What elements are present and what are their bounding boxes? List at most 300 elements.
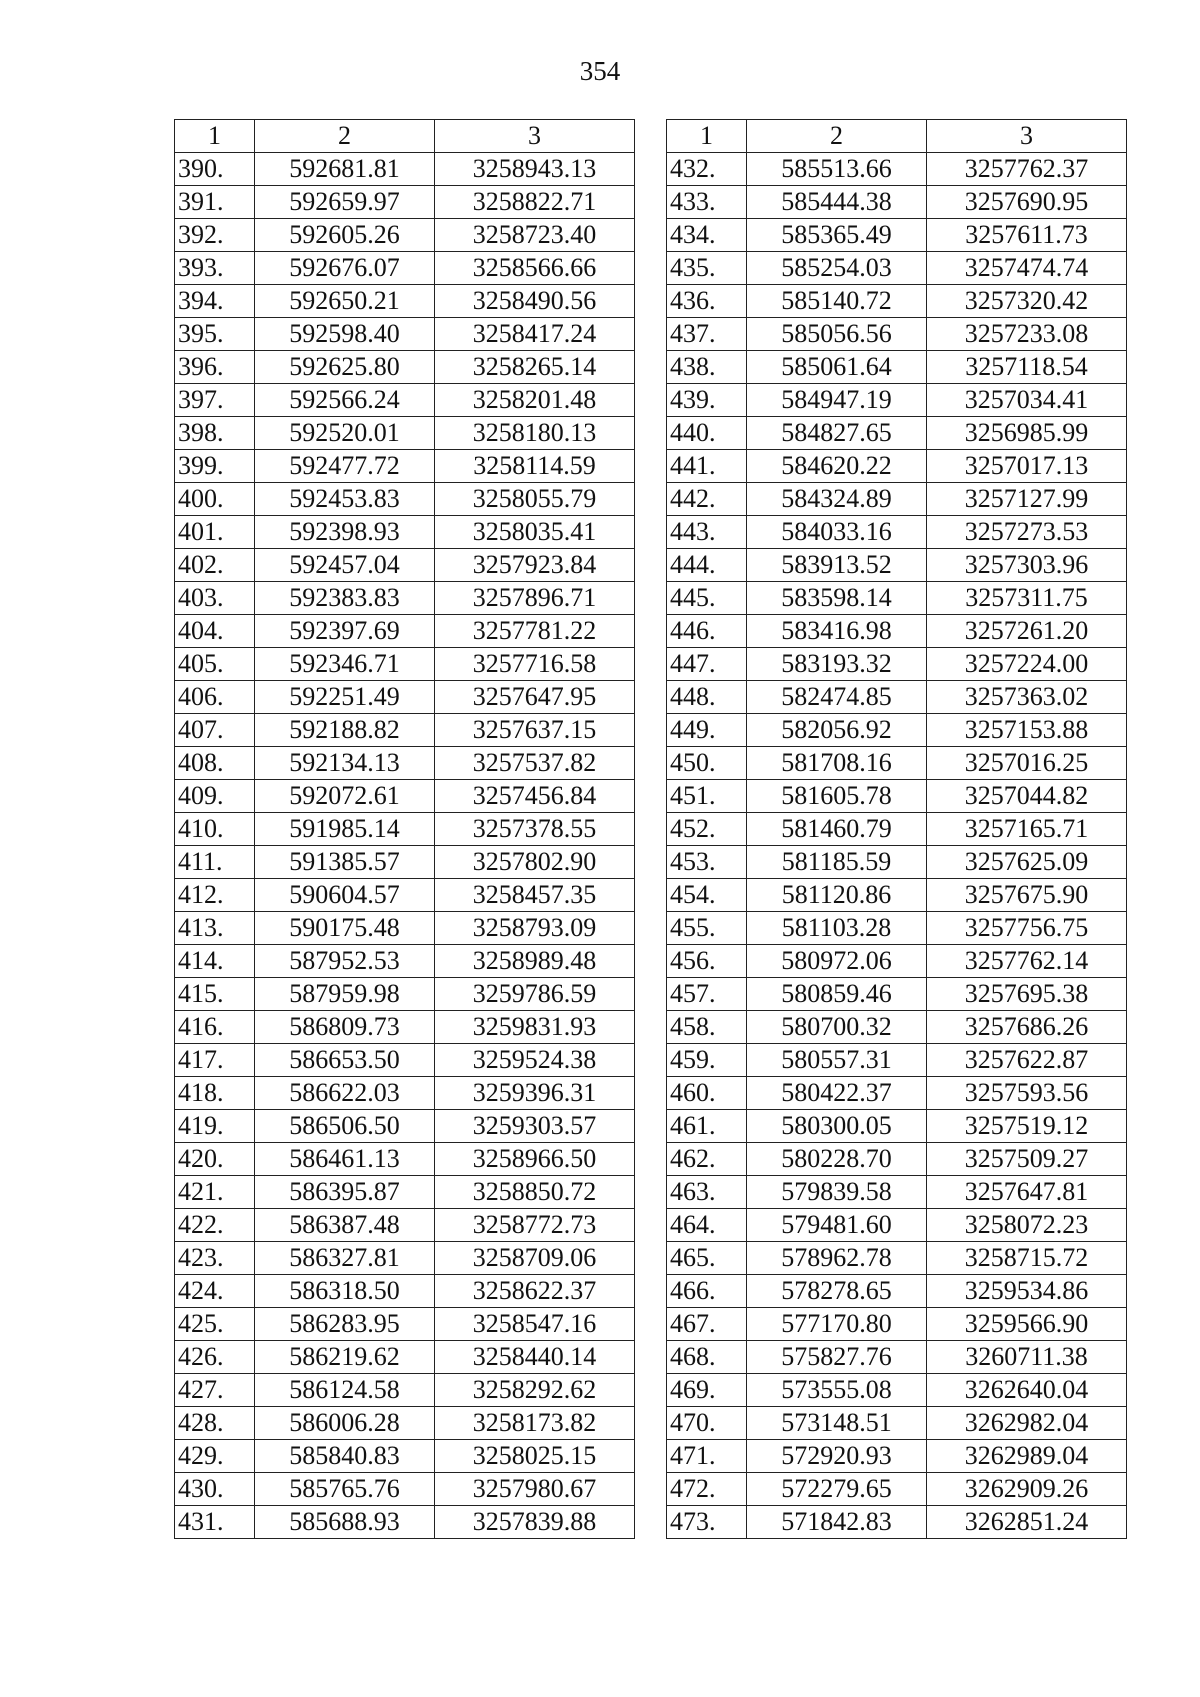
point-number: 412.	[175, 879, 255, 912]
y-coordinate: 3259396.31	[435, 1077, 635, 1110]
y-coordinate: 3257273.53	[927, 516, 1127, 549]
table-row	[175, 780, 635, 813]
y-coordinate: 3259786.59	[435, 978, 635, 1011]
y-coordinate: 3262909.26	[927, 1473, 1127, 1506]
y-coordinate: 3257016.25	[927, 747, 1127, 780]
point-number: 432.	[667, 153, 747, 186]
y-coordinate: 3257690.95	[927, 186, 1127, 219]
point-number: 392.	[175, 219, 255, 252]
y-coordinate: 3257593.56	[927, 1077, 1127, 1110]
x-coordinate: 592625.80	[255, 351, 435, 384]
x-coordinate: 582056.92	[747, 714, 927, 747]
table-row	[667, 483, 1127, 516]
x-coordinate: 580859.46	[747, 978, 927, 1011]
point-number: 408.	[175, 747, 255, 780]
y-coordinate: 3256985.99	[927, 417, 1127, 450]
x-coordinate: 578962.78	[747, 1242, 927, 1275]
y-coordinate: 3262989.04	[927, 1440, 1127, 1473]
y-coordinate: 3257165.71	[927, 813, 1127, 846]
table-row	[667, 153, 1127, 186]
y-coordinate: 3258566.66	[435, 252, 635, 285]
y-coordinate: 3262982.04	[927, 1407, 1127, 1440]
x-coordinate: 583913.52	[747, 549, 927, 582]
y-coordinate: 3258547.16	[435, 1308, 635, 1341]
point-number: 468.	[667, 1341, 747, 1374]
y-coordinate: 3257802.90	[435, 846, 635, 879]
point-number: 438.	[667, 351, 747, 384]
table-row	[175, 846, 635, 879]
table-row	[667, 417, 1127, 450]
table-row	[175, 912, 635, 945]
y-coordinate: 3257537.82	[435, 747, 635, 780]
y-coordinate: 3258966.50	[435, 1143, 635, 1176]
y-coordinate: 3258715.72	[927, 1242, 1127, 1275]
point-number: 457.	[667, 978, 747, 1011]
x-coordinate: 585444.38	[747, 186, 927, 219]
point-number: 470.	[667, 1407, 747, 1440]
x-coordinate: 592605.26	[255, 219, 435, 252]
x-coordinate: 579839.58	[747, 1176, 927, 1209]
x-coordinate: 585840.83	[255, 1440, 435, 1473]
table-row	[667, 1506, 1127, 1539]
y-coordinate: 3257622.87	[927, 1044, 1127, 1077]
x-coordinate: 580228.70	[747, 1143, 927, 1176]
y-coordinate: 3257756.75	[927, 912, 1127, 945]
table-row	[667, 516, 1127, 549]
x-coordinate: 592251.49	[255, 681, 435, 714]
table-row	[667, 879, 1127, 912]
table-row	[175, 417, 635, 450]
y-coordinate: 3257456.84	[435, 780, 635, 813]
y-coordinate: 3258114.59	[435, 450, 635, 483]
y-coordinate: 3258772.73	[435, 1209, 635, 1242]
table-row	[175, 615, 635, 648]
x-coordinate: 585365.49	[747, 219, 927, 252]
x-coordinate: 592477.72	[255, 450, 435, 483]
y-coordinate: 3258265.14	[435, 351, 635, 384]
y-coordinate: 3258440.14	[435, 1341, 635, 1374]
table-row	[667, 714, 1127, 747]
table-row	[175, 1473, 635, 1506]
point-number: 428.	[175, 1407, 255, 1440]
table-row	[175, 1044, 635, 1077]
x-coordinate: 580700.32	[747, 1011, 927, 1044]
table-row	[175, 483, 635, 516]
point-number: 401.	[175, 516, 255, 549]
y-coordinate: 3258793.09	[435, 912, 635, 945]
x-coordinate: 592676.07	[255, 252, 435, 285]
x-coordinate: 592134.13	[255, 747, 435, 780]
x-coordinate: 585140.72	[747, 285, 927, 318]
point-number: 461.	[667, 1110, 747, 1143]
y-coordinate: 3257896.71	[435, 582, 635, 615]
point-number: 473.	[667, 1506, 747, 1539]
column-header: 1	[175, 120, 255, 153]
table-row	[175, 648, 635, 681]
x-coordinate: 585513.66	[747, 153, 927, 186]
x-coordinate: 587959.98	[255, 978, 435, 1011]
point-number: 427.	[175, 1374, 255, 1407]
point-number: 410.	[175, 813, 255, 846]
x-coordinate: 586124.58	[255, 1374, 435, 1407]
x-coordinate: 592457.04	[255, 549, 435, 582]
point-number: 411.	[175, 846, 255, 879]
point-number: 406.	[175, 681, 255, 714]
x-coordinate: 590175.48	[255, 912, 435, 945]
table-row	[175, 813, 635, 846]
table-row	[667, 1011, 1127, 1044]
x-coordinate: 583598.14	[747, 582, 927, 615]
y-coordinate: 3259303.57	[435, 1110, 635, 1143]
point-number: 414.	[175, 945, 255, 978]
y-coordinate: 3257303.96	[927, 549, 1127, 582]
x-coordinate: 583193.32	[747, 648, 927, 681]
x-coordinate: 581708.16	[747, 747, 927, 780]
column-header: 2	[255, 120, 435, 153]
y-coordinate: 3257261.20	[927, 615, 1127, 648]
point-number: 467.	[667, 1308, 747, 1341]
y-coordinate: 3257224.00	[927, 648, 1127, 681]
point-number: 465.	[667, 1242, 747, 1275]
table-row	[667, 978, 1127, 1011]
x-coordinate: 592681.81	[255, 153, 435, 186]
table-row	[175, 1242, 635, 1275]
x-coordinate: 586622.03	[255, 1077, 435, 1110]
y-coordinate: 3257044.82	[927, 780, 1127, 813]
point-number: 447.	[667, 648, 747, 681]
x-coordinate: 586219.62	[255, 1341, 435, 1374]
table-row	[667, 318, 1127, 351]
y-coordinate: 3257647.95	[435, 681, 635, 714]
x-coordinate: 592398.93	[255, 516, 435, 549]
table-row	[175, 714, 635, 747]
x-coordinate: 585056.56	[747, 318, 927, 351]
point-number: 424.	[175, 1275, 255, 1308]
point-number: 439.	[667, 384, 747, 417]
point-number: 390.	[175, 153, 255, 186]
x-coordinate: 586387.48	[255, 1209, 435, 1242]
table-header-row	[667, 120, 1127, 153]
point-number: 459.	[667, 1044, 747, 1077]
table-row	[667, 219, 1127, 252]
point-number: 463.	[667, 1176, 747, 1209]
y-coordinate: 3258822.71	[435, 186, 635, 219]
y-coordinate: 3258989.48	[435, 945, 635, 978]
x-coordinate: 586809.73	[255, 1011, 435, 1044]
x-coordinate: 586461.13	[255, 1143, 435, 1176]
table-row	[667, 1077, 1127, 1110]
table-row	[667, 450, 1127, 483]
x-coordinate: 581460.79	[747, 813, 927, 846]
table-row	[175, 219, 635, 252]
x-coordinate: 592650.21	[255, 285, 435, 318]
x-coordinate: 592188.82	[255, 714, 435, 747]
table-row	[175, 879, 635, 912]
y-coordinate: 3259534.86	[927, 1275, 1127, 1308]
table-row	[667, 582, 1127, 615]
table-row	[667, 1110, 1127, 1143]
x-coordinate: 585254.03	[747, 252, 927, 285]
table-row	[667, 1209, 1127, 1242]
point-number: 452.	[667, 813, 747, 846]
table-row	[175, 351, 635, 384]
y-coordinate: 3257127.99	[927, 483, 1127, 516]
table-row	[175, 186, 635, 219]
x-coordinate: 581120.86	[747, 879, 927, 912]
point-number: 409.	[175, 780, 255, 813]
coordinates-table-right	[666, 119, 1127, 1539]
y-coordinate: 3258490.56	[435, 285, 635, 318]
table-row	[667, 747, 1127, 780]
x-coordinate: 582474.85	[747, 681, 927, 714]
point-number: 396.	[175, 351, 255, 384]
x-coordinate: 584947.19	[747, 384, 927, 417]
y-coordinate: 3258622.37	[435, 1275, 635, 1308]
point-number: 405.	[175, 648, 255, 681]
table-row	[175, 1308, 635, 1341]
table-row	[175, 1440, 635, 1473]
table-row	[667, 186, 1127, 219]
point-number: 450.	[667, 747, 747, 780]
table-row	[667, 1440, 1127, 1473]
table-row	[667, 1242, 1127, 1275]
y-coordinate: 3257363.02	[927, 681, 1127, 714]
point-number: 397.	[175, 384, 255, 417]
y-coordinate: 3259831.93	[435, 1011, 635, 1044]
point-number: 417.	[175, 1044, 255, 1077]
table-row	[667, 648, 1127, 681]
x-coordinate: 585765.76	[255, 1473, 435, 1506]
x-coordinate: 586395.87	[255, 1176, 435, 1209]
y-coordinate: 3258035.41	[435, 516, 635, 549]
point-number: 460.	[667, 1077, 747, 1110]
point-number: 436.	[667, 285, 747, 318]
y-coordinate: 3257509.27	[927, 1143, 1127, 1176]
point-number: 420.	[175, 1143, 255, 1176]
x-coordinate: 590604.57	[255, 879, 435, 912]
point-number: 404.	[175, 615, 255, 648]
x-coordinate: 579481.60	[747, 1209, 927, 1242]
table-row	[667, 252, 1127, 285]
point-number: 395.	[175, 318, 255, 351]
x-coordinate: 592659.97	[255, 186, 435, 219]
table-row	[175, 1275, 635, 1308]
table-row	[175, 549, 635, 582]
point-number: 425.	[175, 1308, 255, 1341]
x-coordinate: 572279.65	[747, 1473, 927, 1506]
y-coordinate: 3257923.84	[435, 549, 635, 582]
column-header: 3	[435, 120, 635, 153]
point-number: 398.	[175, 417, 255, 450]
x-coordinate: 592383.83	[255, 582, 435, 615]
y-coordinate: 3257716.58	[435, 648, 635, 681]
point-number: 407.	[175, 714, 255, 747]
page-number: 354	[579, 56, 621, 86]
column-header: 1	[667, 120, 747, 153]
table-row	[175, 1143, 635, 1176]
y-coordinate: 3257762.14	[927, 945, 1127, 978]
point-number: 399.	[175, 450, 255, 483]
x-coordinate: 584620.22	[747, 450, 927, 483]
x-coordinate: 583416.98	[747, 615, 927, 648]
table-row	[667, 549, 1127, 582]
point-number: 445.	[667, 582, 747, 615]
point-number: 429.	[175, 1440, 255, 1473]
table-row	[667, 1473, 1127, 1506]
x-coordinate: 581185.59	[747, 846, 927, 879]
point-number: 454.	[667, 879, 747, 912]
y-coordinate: 3257611.73	[927, 219, 1127, 252]
y-coordinate: 3257474.74	[927, 252, 1127, 285]
table-row	[667, 384, 1127, 417]
point-number: 400.	[175, 483, 255, 516]
point-number: 431.	[175, 1506, 255, 1539]
x-coordinate: 580972.06	[747, 945, 927, 978]
x-coordinate: 592453.83	[255, 483, 435, 516]
point-number: 472.	[667, 1473, 747, 1506]
x-coordinate: 592072.61	[255, 780, 435, 813]
y-coordinate: 3258201.48	[435, 384, 635, 417]
x-coordinate: 586327.81	[255, 1242, 435, 1275]
table-row	[175, 1011, 635, 1044]
x-coordinate: 592520.01	[255, 417, 435, 450]
point-number: 419.	[175, 1110, 255, 1143]
y-coordinate: 3258025.15	[435, 1440, 635, 1473]
y-coordinate: 3257017.13	[927, 450, 1127, 483]
table-row	[667, 681, 1127, 714]
y-coordinate: 3258173.82	[435, 1407, 635, 1440]
point-number: 451.	[667, 780, 747, 813]
point-number: 453.	[667, 846, 747, 879]
point-number: 449.	[667, 714, 747, 747]
y-coordinate: 3258072.23	[927, 1209, 1127, 1242]
y-coordinate: 3262640.04	[927, 1374, 1127, 1407]
table-row	[667, 285, 1127, 318]
x-coordinate: 592598.40	[255, 318, 435, 351]
point-number: 434.	[667, 219, 747, 252]
table-row	[667, 813, 1127, 846]
y-coordinate: 3257839.88	[435, 1506, 635, 1539]
point-number: 393.	[175, 252, 255, 285]
point-number: 418.	[175, 1077, 255, 1110]
point-number: 471.	[667, 1440, 747, 1473]
y-coordinate: 3257233.08	[927, 318, 1127, 351]
x-coordinate: 581605.78	[747, 780, 927, 813]
x-coordinate: 591985.14	[255, 813, 435, 846]
y-coordinate: 3257686.26	[927, 1011, 1127, 1044]
point-number: 423.	[175, 1242, 255, 1275]
table-row	[175, 1176, 635, 1209]
table-row	[667, 1308, 1127, 1341]
x-coordinate: 571842.83	[747, 1506, 927, 1539]
table-row	[175, 1110, 635, 1143]
point-number: 464.	[667, 1209, 747, 1242]
table-row	[175, 153, 635, 186]
table-row	[667, 1341, 1127, 1374]
point-number: 426.	[175, 1341, 255, 1374]
table-row	[667, 1275, 1127, 1308]
x-coordinate: 584827.65	[747, 417, 927, 450]
column-header: 3	[927, 120, 1127, 153]
table-row	[667, 1176, 1127, 1209]
y-coordinate: 3257762.37	[927, 153, 1127, 186]
y-coordinate: 3257320.42	[927, 285, 1127, 318]
point-number: 416.	[175, 1011, 255, 1044]
table-row	[175, 978, 635, 1011]
y-coordinate: 3257675.90	[927, 879, 1127, 912]
table-row	[175, 1341, 635, 1374]
point-number: 391.	[175, 186, 255, 219]
x-coordinate: 585061.64	[747, 351, 927, 384]
y-coordinate: 3257311.75	[927, 582, 1127, 615]
y-coordinate: 3257118.54	[927, 351, 1127, 384]
x-coordinate: 592566.24	[255, 384, 435, 417]
y-coordinate: 3257637.15	[435, 714, 635, 747]
point-number: 422.	[175, 1209, 255, 1242]
table-row	[667, 1044, 1127, 1077]
y-coordinate: 3257625.09	[927, 846, 1127, 879]
y-coordinate: 3258943.13	[435, 153, 635, 186]
x-coordinate: 584324.89	[747, 483, 927, 516]
point-number: 458.	[667, 1011, 747, 1044]
y-coordinate: 3262851.24	[927, 1506, 1127, 1539]
table-row	[175, 1077, 635, 1110]
x-coordinate: 572920.93	[747, 1440, 927, 1473]
table-row	[667, 1407, 1127, 1440]
table-row	[175, 318, 635, 351]
point-number: 443.	[667, 516, 747, 549]
table-row	[175, 1374, 635, 1407]
y-coordinate: 3259566.90	[927, 1308, 1127, 1341]
x-coordinate: 586283.95	[255, 1308, 435, 1341]
point-number: 441.	[667, 450, 747, 483]
y-coordinate: 3257378.55	[435, 813, 635, 846]
table-row	[175, 384, 635, 417]
y-coordinate: 3260711.38	[927, 1341, 1127, 1374]
y-coordinate: 3258055.79	[435, 483, 635, 516]
point-number: 446.	[667, 615, 747, 648]
y-coordinate: 3257034.41	[927, 384, 1127, 417]
point-number: 413.	[175, 912, 255, 945]
point-number: 469.	[667, 1374, 747, 1407]
x-coordinate: 580300.05	[747, 1110, 927, 1143]
x-coordinate: 580422.37	[747, 1077, 927, 1110]
table-row	[175, 681, 635, 714]
x-coordinate: 592346.71	[255, 648, 435, 681]
table-row	[175, 450, 635, 483]
table-row	[667, 780, 1127, 813]
x-coordinate: 573148.51	[747, 1407, 927, 1440]
table-row	[175, 285, 635, 318]
y-coordinate: 3258709.06	[435, 1242, 635, 1275]
table-row	[175, 1407, 635, 1440]
x-coordinate: 586318.50	[255, 1275, 435, 1308]
y-coordinate: 3257647.81	[927, 1176, 1127, 1209]
point-number: 437.	[667, 318, 747, 351]
point-number: 402.	[175, 549, 255, 582]
y-coordinate: 3257695.38	[927, 978, 1127, 1011]
x-coordinate: 585688.93	[255, 1506, 435, 1539]
x-coordinate: 586506.50	[255, 1110, 435, 1143]
coordinates-table-left	[174, 119, 635, 1539]
y-coordinate: 3259524.38	[435, 1044, 635, 1077]
point-number: 435.	[667, 252, 747, 285]
point-number: 442.	[667, 483, 747, 516]
table-row	[175, 516, 635, 549]
point-number: 444.	[667, 549, 747, 582]
x-coordinate: 578278.65	[747, 1275, 927, 1308]
table-row	[175, 252, 635, 285]
